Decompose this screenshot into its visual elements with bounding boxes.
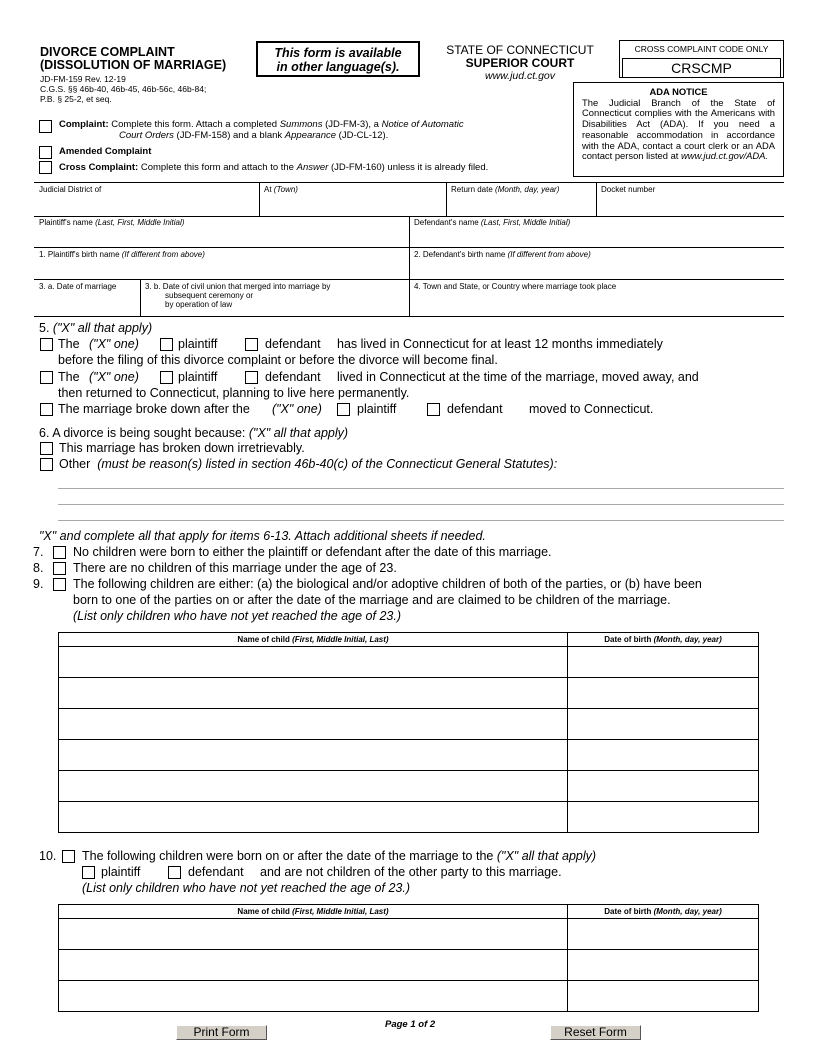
child-name-cell[interactable] — [59, 647, 568, 678]
item-9-hint: (List only children who have not yet reached the age of 23.) — [73, 609, 401, 623]
item-10-defendant-checkbox[interactable] — [168, 866, 181, 879]
s6-opt2-text: Other — [59, 457, 91, 471]
s5-item2-xone: ("X" one) — [89, 370, 139, 384]
item-7-checkbox[interactable] — [53, 546, 66, 559]
cross-label: Cross Complaint: — [59, 162, 139, 173]
table-header-row — [59, 633, 759, 647]
children-table-2 — [58, 904, 759, 1012]
cross-text-1: Complete this form and attach to the — [140, 162, 294, 173]
grid-line — [259, 182, 260, 216]
item-10-text — [82, 849, 596, 863]
defendant-birth-label: 2. Defendant's birth name — [414, 250, 506, 259]
s6-opt2-hint: (must be reason(s) listed in section 46b-40(c) of the Connecticut General Statutes): — [97, 457, 558, 471]
ada-notice — [573, 82, 784, 177]
complaint-text-3: (JD-FM-158) and a blank — [176, 130, 283, 141]
complaint-text-1: Complete this form. Attach a completed — [111, 119, 278, 130]
summons-ref: Summons — [279, 119, 323, 130]
child-name-cell[interactable] — [59, 802, 568, 833]
section-5-number: 5. — [39, 321, 50, 335]
grid-line — [409, 216, 410, 316]
item-8-number: 8. — [33, 561, 44, 575]
appearance-ref: Appearance — [284, 130, 337, 141]
complaint-option — [59, 119, 559, 141]
ada-body: The Judicial Branch of the State of Connecticut complies with the Americans with Disabilities Act (ADA). If you need a reasonable accommodation in accordance with the ADA, contact a court clerk or an ADA contact person listed at — [582, 96, 775, 162]
child-name-cell[interactable] — [59, 678, 568, 709]
title-line-1: DIVORCE COMPLAINT — [40, 45, 175, 59]
grid-line — [34, 316, 784, 317]
court-name: SUPERIOR COURT — [465, 56, 575, 70]
complaint-text-4: (JD-CL-12). — [338, 130, 389, 141]
judicial-district-field[interactable]: Judicial District of — [39, 185, 102, 194]
at-town-field[interactable] — [264, 185, 298, 194]
s5-item2-defendant-label: defendant — [265, 370, 321, 384]
complaint-checkbox[interactable] — [39, 120, 52, 133]
child-name-cell[interactable] — [59, 981, 568, 1012]
at-town-hint: (Town) — [273, 185, 298, 194]
plaintiff-name-hint: (Last, First, Middle Initial) — [95, 218, 185, 227]
child-name-cell[interactable] — [59, 740, 568, 771]
name-column-header — [59, 905, 568, 919]
s5-item3-plaintiff-checkbox[interactable] — [337, 403, 350, 416]
item-10-checkbox[interactable] — [62, 850, 75, 863]
item-10-main: The following children were born on or after the date of the marriage to the — [82, 849, 494, 863]
cross-complaint-checkbox[interactable] — [39, 161, 52, 174]
defendant-birth-hint: (If different from above) — [507, 250, 591, 259]
item-8-checkbox[interactable] — [53, 562, 66, 575]
s5-item1-text: has lived in Connecticut for at least 12 months immediately — [337, 337, 663, 351]
plaintiff-birth-label: 1. Plaintiff's birth name — [39, 250, 120, 259]
table-row — [59, 678, 759, 709]
grid-line — [140, 279, 141, 316]
ada-link[interactable]: www.jud.ct.gov/ADA. — [681, 150, 769, 162]
at-label: At — [264, 185, 272, 194]
s5-item2-checkbox[interactable] — [40, 371, 53, 384]
cross-text-2: (JD-FM-160) unless it is already filed. — [330, 162, 489, 173]
child-dob-cell[interactable] — [568, 740, 759, 771]
dob-header-text: Date of birth — [604, 635, 652, 644]
plaintiff-birth-hint: (If different from above) — [121, 250, 205, 259]
civil-union-line-1: 3. b. Date of civil union that merged into marriage by — [145, 282, 331, 291]
table-row — [59, 647, 759, 678]
other-reason-line-2[interactable] — [58, 504, 784, 505]
complaint-label: Complaint: — [59, 119, 109, 130]
language-notice-line-2: in other language(s). — [276, 60, 400, 74]
child-dob-cell[interactable] — [568, 802, 759, 833]
section-5-heading — [39, 321, 152, 335]
s5-item3-plaintiff-label: plaintiff — [357, 402, 397, 416]
s6-opt2-label — [59, 457, 557, 471]
s5-item3-defendant-label: defendant — [447, 402, 503, 416]
page-number: Page 1 of 2 — [385, 1019, 436, 1030]
plaintiff-name-label: Plaintiff's name — [39, 218, 93, 227]
items-instructions: "X" and complete all that apply for items 6-13. Attach additional sheets if needed. — [39, 529, 486, 543]
print-form-button[interactable]: Print Form — [176, 1025, 267, 1040]
language-notice-line-1: This form is available — [274, 46, 402, 60]
court-website: www.jud.ct.gov — [484, 70, 556, 82]
child-name-cell[interactable] — [59, 919, 568, 950]
item-10-desc: and are not children of the other party to this marriage. — [260, 865, 562, 879]
child-dob-cell[interactable] — [568, 709, 759, 740]
child-dob-cell[interactable] — [568, 950, 759, 981]
s5-item2-defendant-checkbox[interactable] — [245, 371, 258, 384]
statutes-line-1: C.G.S. §§ 46b-40, 46b-45, 46b-56c, 46b-84; — [40, 84, 207, 94]
cross-code-box — [619, 40, 784, 78]
cross-complaint-option — [59, 162, 488, 173]
dob-column-header — [568, 905, 759, 919]
table-row — [59, 919, 759, 950]
table-row — [59, 802, 759, 833]
child-dob-cell[interactable] — [568, 981, 759, 1012]
item-10-hint: ("X" all that apply) — [496, 849, 597, 863]
s6-opt1-checkbox[interactable] — [40, 442, 53, 455]
s5-item1-xone: ("X" one) — [89, 337, 139, 351]
item-10-list-hint: (List only children who have not yet reached the age of 23.) — [82, 881, 410, 895]
plaintiff-birth-field[interactable] — [39, 250, 205, 259]
return-date-label: Return date — [451, 185, 493, 194]
s6-opt1-label: This marriage has broken down irretrievably. — [59, 441, 305, 455]
court-header — [436, 44, 604, 83]
section-6-heading — [39, 426, 348, 440]
s5-item1-defendant-label: defendant — [265, 337, 321, 351]
item-9-number: 9. — [33, 577, 44, 591]
s5-item3-xone: ("X" one) — [272, 402, 322, 416]
defendant-birth-field[interactable] — [414, 250, 591, 259]
plaintiff-name-field[interactable] — [39, 218, 184, 227]
section-6-text: 6. A divorce is being sought because: — [39, 426, 246, 440]
answer-ref: Answer — [296, 162, 329, 173]
s5-item3-defendant-checkbox[interactable] — [427, 403, 440, 416]
title-line-2: (DISSOLUTION OF MARRIAGE) — [40, 58, 227, 72]
child-name-cell[interactable] — [59, 709, 568, 740]
table-row — [59, 981, 759, 1012]
return-date-hint: (Month, day, year) — [495, 185, 560, 194]
dob-header-hint: (Month, day, year) — [653, 635, 722, 644]
s6-opt2-checkbox[interactable] — [40, 458, 53, 471]
name-header-text: Name of child — [237, 907, 290, 916]
cross-code-label: CROSS COMPLAINT CODE ONLY — [634, 44, 769, 54]
civil-union-line-2: subsequent ceremony or — [165, 291, 254, 300]
docket-number-field[interactable]: Docket number — [601, 185, 656, 194]
amended-label: Amended Complaint — [59, 146, 152, 157]
other-reason-line-3[interactable] — [58, 520, 784, 521]
dob-column-header — [568, 633, 759, 647]
child-name-cell[interactable] — [59, 771, 568, 802]
s5-item3-text: The marriage broke down after the — [58, 402, 250, 416]
defendant-name-hint: (Last, First, Middle Initial) — [480, 218, 571, 227]
child-dob-cell[interactable] — [568, 771, 759, 802]
s5-item2-plaintiff-checkbox[interactable] — [160, 371, 173, 384]
item-10-defendant-label: defendant — [188, 865, 244, 879]
grid-line — [34, 182, 784, 183]
dob-header-hint: (Month, day, year) — [653, 907, 722, 916]
grid-line — [596, 182, 597, 216]
table-header-row — [59, 905, 759, 919]
child-dob-cell[interactable] — [568, 678, 759, 709]
form-meta — [40, 74, 206, 104]
name-header-text: Name of child — [237, 635, 290, 644]
civil-union-date-field[interactable] — [145, 282, 330, 309]
s5-item2-the: The — [58, 370, 80, 384]
statutes-line-2: P.B. § 25-2, et seq. — [40, 94, 112, 104]
item-7-number: 7. — [33, 545, 44, 559]
marriage-place-field[interactable]: 4. Town and State, or Country where marriage took place — [414, 282, 617, 291]
civil-union-line-3: by operation of law — [165, 300, 233, 309]
name-column-header — [59, 633, 568, 647]
marriage-date-field[interactable]: 3. a. Date of marriage — [39, 282, 117, 291]
s5-item1-the: The — [58, 337, 80, 351]
table-row — [59, 709, 759, 740]
s5-item1-plaintiff-checkbox[interactable] — [160, 338, 173, 351]
item-9-line-2: born to one of the parties on or after the date of the marriage and are claimed to be children of the marriage. — [73, 593, 671, 607]
table-row — [59, 771, 759, 802]
child-name-cell[interactable] — [59, 950, 568, 981]
reset-form-button[interactable]: Reset Form — [550, 1025, 641, 1040]
ada-title: ADA NOTICE — [649, 86, 708, 97]
section-6-hint: ("X" all that apply) — [248, 426, 349, 440]
form-number: JD-FM-159 Rev. 12-19 — [40, 74, 126, 84]
s5-item3-end: moved to Connecticut. — [529, 402, 654, 416]
item-9-checkbox[interactable] — [53, 578, 66, 591]
table-row — [59, 950, 759, 981]
children-table-1 — [58, 632, 759, 833]
s5-item1-checkbox[interactable] — [40, 338, 53, 351]
s5-item1-plaintiff-label: plaintiff — [178, 337, 218, 351]
s5-item2-cont: then returned to Connecticut, planning to live here permanently. — [58, 386, 410, 400]
grid-line — [446, 182, 447, 216]
s5-item3-checkbox[interactable] — [40, 403, 53, 416]
cross-code-value[interactable]: CRSCMP — [622, 58, 781, 78]
form-title — [40, 46, 226, 72]
child-dob-cell[interactable] — [568, 919, 759, 950]
item-8-text: There are no children of this marriage under the age of 23. — [73, 561, 397, 575]
state-name: STATE OF CONNECTICUT — [446, 43, 594, 57]
item-7-text: No children were born to either the plaintiff or defendant after the date of this marriage. — [73, 545, 552, 559]
dob-header-text: Date of birth — [604, 907, 652, 916]
item-10-plaintiff-checkbox[interactable] — [82, 866, 95, 879]
orders-ref: Court Orders — [119, 130, 174, 141]
complaint-text-2: (JD-FM-3), a — [325, 119, 379, 130]
defendant-name-label: Defendant's name — [414, 218, 479, 227]
section-5-hint: ("X" all that apply) — [52, 321, 153, 335]
return-date-field[interactable] — [451, 185, 559, 194]
language-notice — [256, 41, 420, 77]
s5-item2-text: lived in Connecticut at the time of the marriage, moved away, and — [337, 370, 699, 384]
child-dob-cell[interactable] — [568, 647, 759, 678]
notice-ref: Notice of Automatic — [381, 119, 464, 130]
name-header-hint: (First, Middle Initial, Last) — [292, 907, 389, 916]
s5-item1-defendant-checkbox[interactable] — [245, 338, 258, 351]
amended-checkbox[interactable] — [39, 146, 52, 159]
name-header-hint: (First, Middle Initial, Last) — [292, 635, 389, 644]
s5-item2-plaintiff-label: plaintiff — [178, 370, 218, 384]
item-9-line-1: The following children are either: (a) the biological and/or adoptive children of both of the parties, or (b) have been — [73, 577, 702, 591]
item-10-number: 10. — [39, 849, 57, 863]
defendant-name-field[interactable] — [414, 218, 570, 227]
item-10-plaintiff-label: plaintiff — [101, 865, 141, 879]
table-row — [59, 740, 759, 771]
other-reason-line-1[interactable] — [58, 488, 784, 489]
s5-item1-cont: before the filing of this divorce complaint or before the divorce will become final. — [58, 353, 498, 367]
